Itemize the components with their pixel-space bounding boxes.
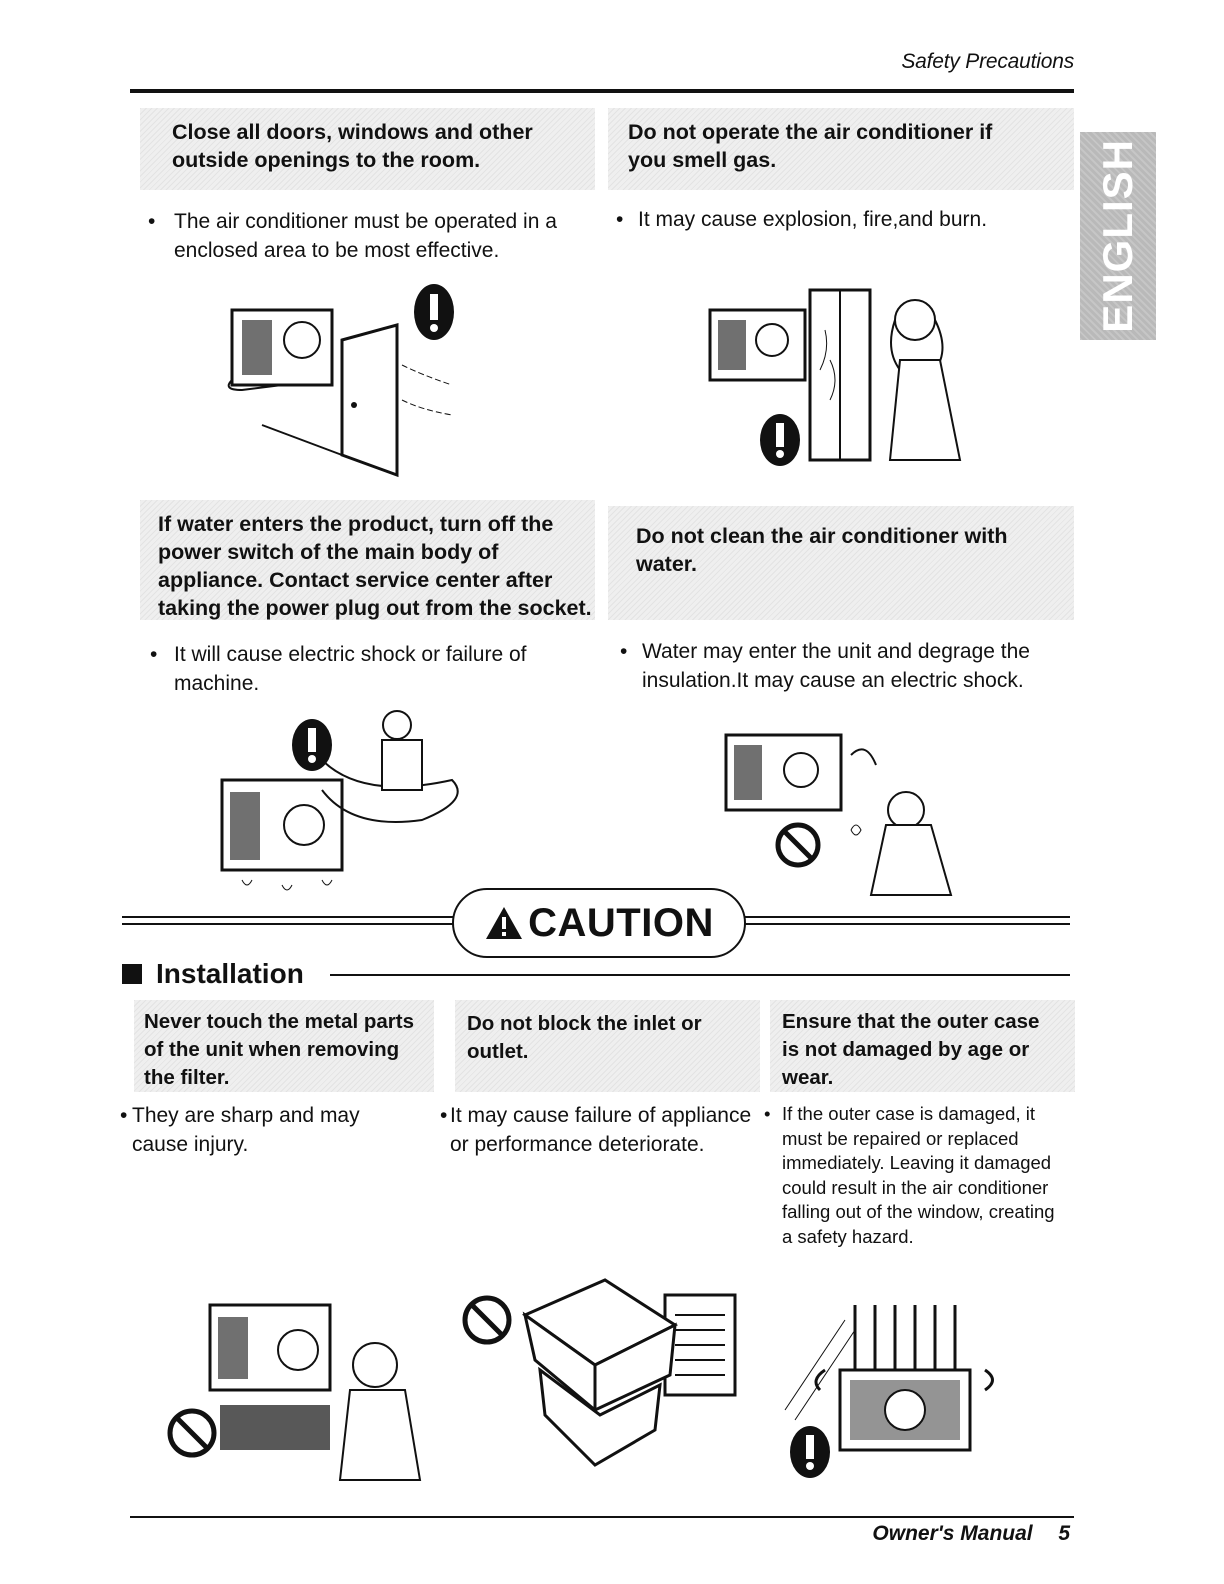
section-rule: [330, 974, 1070, 976]
section-heading: [122, 954, 304, 994]
prohibited-icon: [465, 1298, 509, 1342]
warning-bullet: • It will cause electric shock or failure of machine.: [150, 640, 590, 698]
header-rule: [130, 89, 1074, 93]
exclamation-icon: [414, 284, 454, 340]
caution-rule-left: [122, 916, 454, 925]
warning-heading: Do not operate the air conditioner if you smell gas.: [628, 120, 993, 172]
page-number: 5: [1058, 1522, 1070, 1545]
installation-bullet: • They are sharp and may cause injury.: [120, 1101, 420, 1159]
water-in-product-illustration: [212, 700, 482, 900]
warning-bullet-text: It will cause electric shock or failure of machine.: [174, 643, 527, 695]
filter-removal-illustration: [150, 1275, 430, 1485]
warning-bullet: • Water may enter the unit and degrage the insulation.It may cause an electric shock.: [620, 637, 1070, 695]
footer-label: Owner's Manual: [872, 1522, 1033, 1545]
installation-bullet-text: They are sharp and may cause injury.: [132, 1104, 360, 1156]
prohibited-icon: [170, 1411, 214, 1455]
installation-bullet: • It may cause failure of appliance or performance deteriorate.: [440, 1101, 770, 1159]
installation-heading-box: [134, 1000, 434, 1092]
page-header-title: Safety Precautions: [901, 50, 1074, 73]
exclamation-icon: [292, 719, 332, 771]
warning-heading-box: [608, 108, 1074, 190]
closed-door-illustration: [222, 280, 472, 480]
warning-bullet-text: It may cause explosion, fire,and burn.: [638, 208, 988, 231]
installation-bullet-text: If the outer case is damaged, it must be repaired or replaced immediately. Leaving it damaged could result in the air conditioner falling out of the window, creating a safety hazard.: [782, 1103, 1055, 1247]
installation-heading: Never touch the metal parts of the unit when removing the filter.: [144, 1010, 414, 1089]
section-title: Installation: [156, 958, 304, 989]
no-water-cleaning-illustration: [716, 715, 966, 905]
warning-heading: Do not clean the air conditioner with water.: [636, 524, 1008, 576]
prohibited-icon: [778, 825, 818, 865]
caution-label-pill: [452, 888, 746, 958]
warning-bullet-text: The air conditioner must be operated in a enclosed area to be most effective.: [174, 210, 557, 262]
caution-rule-right: [740, 916, 1070, 925]
installation-bullet-text: It may cause failure of appliance or performance deteriorate.: [450, 1104, 752, 1156]
blocked-outlet-illustration: [455, 1265, 745, 1485]
gas-smell-illustration: [700, 280, 970, 495]
section-bullet-square: [122, 964, 142, 984]
installation-heading: Do not block the inlet or outlet.: [467, 1012, 702, 1063]
warning-heading: If water enters the product, turn off the power switch of the main body of appliance. Contact service center after taking the power plug out from the socket.: [158, 512, 592, 620]
installation-heading-box: [770, 1000, 1075, 1092]
warning-bullet: • The air conditioner must be operated in a enclosed area to be most effective.: [148, 207, 588, 265]
footer: [860, 1522, 1070, 1546]
caution-banner: [122, 888, 1070, 958]
warning-heading-box: [140, 108, 595, 190]
installation-heading: Ensure that the outer case is not damaged by age or wear.: [782, 1010, 1040, 1089]
language-tab: [1080, 132, 1156, 340]
language-tab-label: ENGLISH: [1094, 139, 1141, 333]
installation-heading-box: [455, 1000, 760, 1092]
damaged-case-illustration: [780, 1300, 1040, 1490]
warning-heading: Close all doors, windows and other outside openings to the room.: [172, 120, 533, 172]
warning-heading-box: [140, 500, 595, 620]
warning-bullet: • It may cause explosion, fire,and burn.: [616, 208, 988, 231]
caution-label: CAUTION: [528, 900, 714, 945]
installation-bullet: • If the outer case is damaged, it must be repaired or replaced immediately. Leaving it damaged could result in the air conditioner falling out of the window, creating a safety hazard.: [764, 1102, 1074, 1249]
footer-rule: [130, 1516, 1074, 1518]
exclamation-icon: [790, 1426, 830, 1478]
warning-triangle-icon: [484, 905, 524, 941]
warning-bullet-text: Water may enter the unit and degrage the insulation.It may cause an electric shock.: [642, 640, 1030, 692]
exclamation-icon: [760, 414, 800, 466]
warning-heading-box: [608, 506, 1074, 620]
